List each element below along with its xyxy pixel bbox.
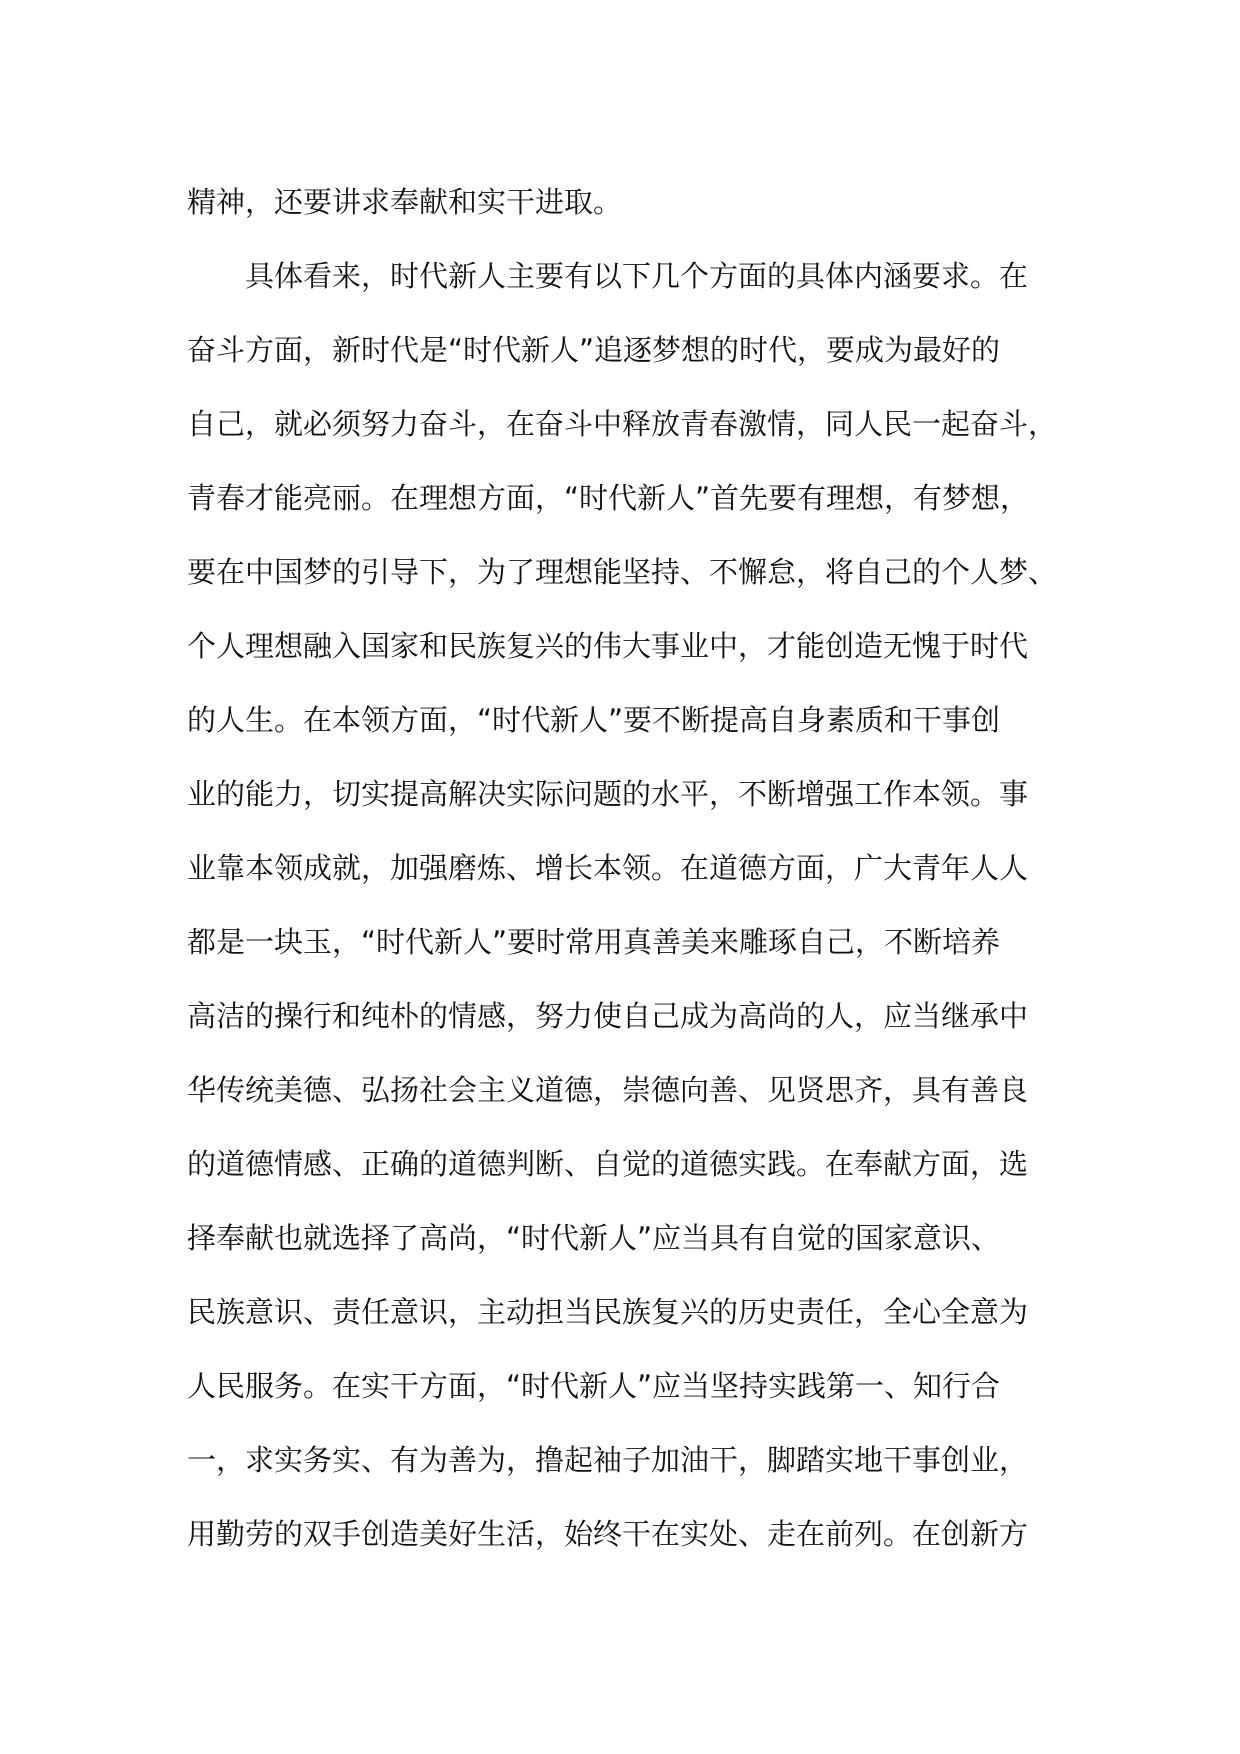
text-line: 奋斗方面，新时代是“时代新人”追逐梦想的时代，要成为最好的 — [187, 333, 1001, 367]
text-line: 要在中国梦的引导下，为了理想能坚持、不懈怠，将自己的个人梦、 — [187, 555, 1058, 589]
text-line: 业的能力，切实提高解决实际问题的水平，不断增强工作本领。事 — [187, 777, 1029, 811]
text-line: 民族意识、责任意识，主动担当民族复兴的历史责任，全心全意为 — [187, 1295, 1029, 1329]
text-line: 用勤劳的双手创造美好生活，始终干在实处、走在前列。在创新方 — [187, 1517, 1029, 1551]
text-line: 自己，就必须努力奋斗，在奋斗中释放青春激情，同人民一起奋斗， — [187, 407, 1058, 441]
text-line: 高洁的操行和纯朴的情感，努力使自己成为高尚的人，应当继承中 — [187, 999, 1029, 1033]
text-line: 一，求实务实、有为善为，撸起袖子加油干，脚踏实地干事创业， — [187, 1443, 1029, 1477]
text-line: 都是一块玉，“时代新人”要时常用真善美来雕琢自己，不断培养 — [187, 925, 1001, 959]
text-line: 人民服务。在实干方面，“时代新人”应当坚持实践第一、知行合 — [187, 1369, 1001, 1403]
text-line: 业靠本领成就，加强磨炼、增长本领。在道德方面，广大青年人人 — [187, 851, 1029, 885]
text-line: 个人理想融入国家和民族复兴的伟大事业中，才能创造无愧于时代 — [187, 629, 1029, 663]
text-line: 的人生。在本领方面，“时代新人”要不断提高自身素质和干事创 — [187, 703, 1001, 737]
paragraph-first-line: 具体看来，时代新人主要有以下几个方面的具体内涵要求。在 — [245, 259, 1029, 293]
text-line: 择奉献也就选择了高尚，“时代新人”应当具有自觉的国家意识、 — [187, 1221, 1001, 1255]
body-text — [187, 165, 1067, 1571]
text-line: 精神，还要讲求奉献和实干进取。 — [187, 185, 623, 219]
text-line: 华传统美德、弘扬社会主义道德，崇德向善、见贤思齐，具有善良 — [187, 1073, 1029, 1107]
text-line: 青春才能亮丽。在理想方面，“时代新人”首先要有理想，有梦想， — [187, 481, 1030, 515]
text-line: 的道德情感、正确的道德判断、自觉的道德实践。在奉献方面，选 — [187, 1147, 1029, 1181]
